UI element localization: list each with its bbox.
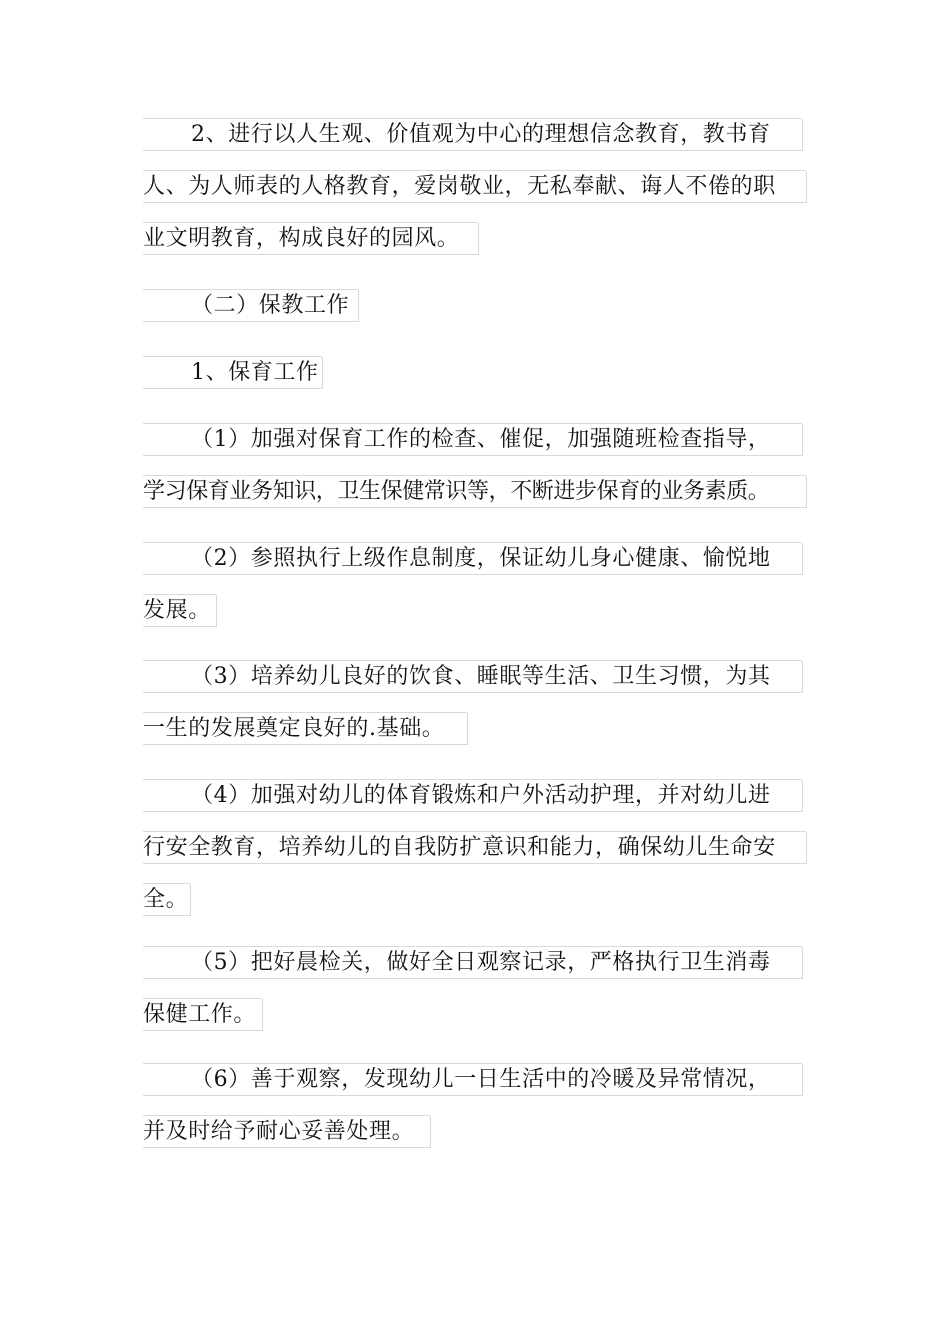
paragraph-item4-line-3 [143,884,191,916]
text-line: （3）培养幼儿良好的饮食、睡眠等生活、卫生习惯，为其 [191,664,771,689]
text-line: （1）加强对保育工作的检查、催促，加强随班检查指导， [191,427,771,452]
subsection-heading-line [143,357,323,389]
section-heading-line [143,290,359,322]
text-line: 2、进行以人生观、价值观为中心的理想信念教育，教书育 [191,122,771,147]
text-line: 行安全教育，培养幼儿的自我防扩意识和能力，确保幼儿生命安 [143,835,776,860]
paragraph-item3-line-2 [143,713,468,745]
paragraph-1-line-3 [143,223,479,255]
paragraph-item3-line-1 [143,661,803,693]
paragraph-item4-line-1 [143,780,803,812]
text-line: 学习保育业务知识，卫生保健常识等，不断进步保育的业务素质。 [143,479,770,504]
text-line: 业文明教育，构成良好的园风。 [143,226,460,251]
text-line: 并及时给予耐心妥善处理。 [143,1119,415,1144]
text-line: （5）把好晨检关，做好全日观察记录，严格执行卫生消毒 [191,950,771,975]
text-line: （2）参照执行上级作息制度，保证幼儿身心健康、愉悦地 [191,546,771,571]
paragraph-item4-line-2 [143,832,807,864]
paragraph-item1-line-2 [143,476,807,508]
text-line: 发展。 [143,598,211,623]
text-line: （4）加强对幼儿的体育锻炼和户外活动护理，并对幼儿进 [191,783,771,808]
text-line: 全。 [143,887,189,912]
text-line: 一生的发展奠定良好的.基础。 [143,716,445,741]
paragraph-1-line-1 [143,119,803,151]
paragraph-item2-line-2 [143,595,217,627]
paragraph-item6-line-1 [143,1064,803,1096]
paragraph-1-line-2 [143,171,807,203]
paragraph-item5-line-2 [143,999,263,1031]
subsection-heading: 1、保育工作 [191,360,319,385]
paragraph-item1-line-1 [143,424,803,456]
text-line: （6）善于观察，发现幼儿一日生活中的冷暖及异常情况， [191,1067,771,1092]
paragraph-item5-line-1 [143,947,803,979]
paragraph-item2-line-1 [143,543,803,575]
paragraph-item6-line-2 [143,1116,431,1148]
text-line: 保健工作。 [143,1002,257,1027]
section-heading: （二）保教工作 [191,293,350,318]
text-line: 人、为人师表的人格教育，爱岗敬业，无私奉献、诲人不倦的职 [143,174,776,199]
